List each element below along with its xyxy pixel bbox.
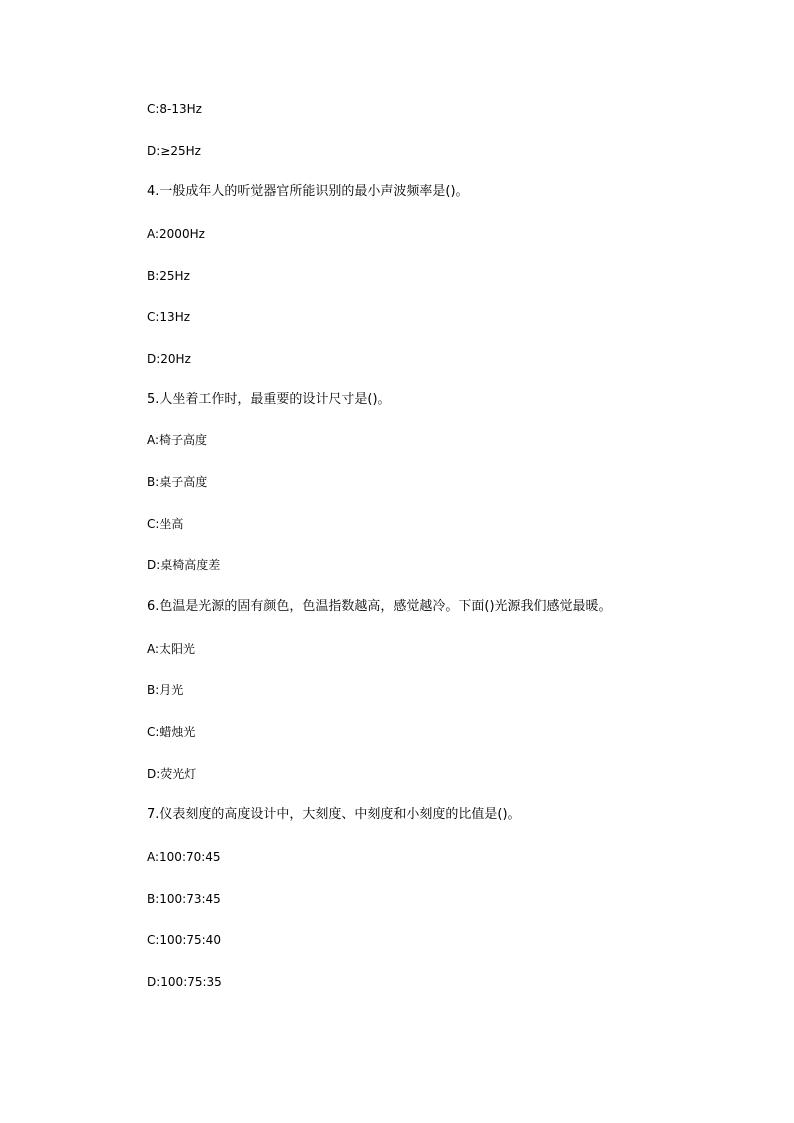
option-5c: C:坐高	[147, 517, 184, 531]
option-5a: A:椅子高度	[147, 433, 208, 447]
option-6d: D:荧光灯	[147, 767, 197, 781]
option-4d: D:20Hz	[147, 352, 191, 366]
option-7a: A:100:70:45	[147, 850, 221, 864]
option-6b: B:月光	[147, 683, 184, 697]
option-3c: C:8-13Hz	[147, 102, 202, 116]
question-4: 4.一般成年人的听觉器官所能识别的最小声波频率是()。	[147, 184, 469, 199]
option-6a: A:太阳光	[147, 642, 196, 656]
option-6c: C:蜡烛光	[147, 725, 196, 739]
option-5d: D:桌椅高度差	[147, 558, 221, 572]
option-7c: C:100:75:40	[147, 933, 221, 947]
question-7: 7.仪表刻度的高度设计中，大刻度、中刻度和小刻度的比值是()。	[147, 807, 521, 822]
option-4b: B:25Hz	[147, 269, 190, 283]
option-4a: A:2000Hz	[147, 227, 205, 241]
question-6: 6.色温是光源的固有颜色，色温指数越高，感觉越冷。下面()光源我们感觉最暖。	[147, 599, 612, 614]
option-4c: C:13Hz	[147, 310, 191, 324]
option-3d: D:≥25Hz	[147, 144, 201, 158]
option-5b: B:桌子高度	[147, 475, 208, 489]
option-7b: B:100:73:45	[147, 892, 221, 906]
question-5: 5.人坐着工作时，最重要的设计尺寸是()。	[147, 392, 391, 407]
option-7d: D:100:75:35	[147, 975, 222, 989]
